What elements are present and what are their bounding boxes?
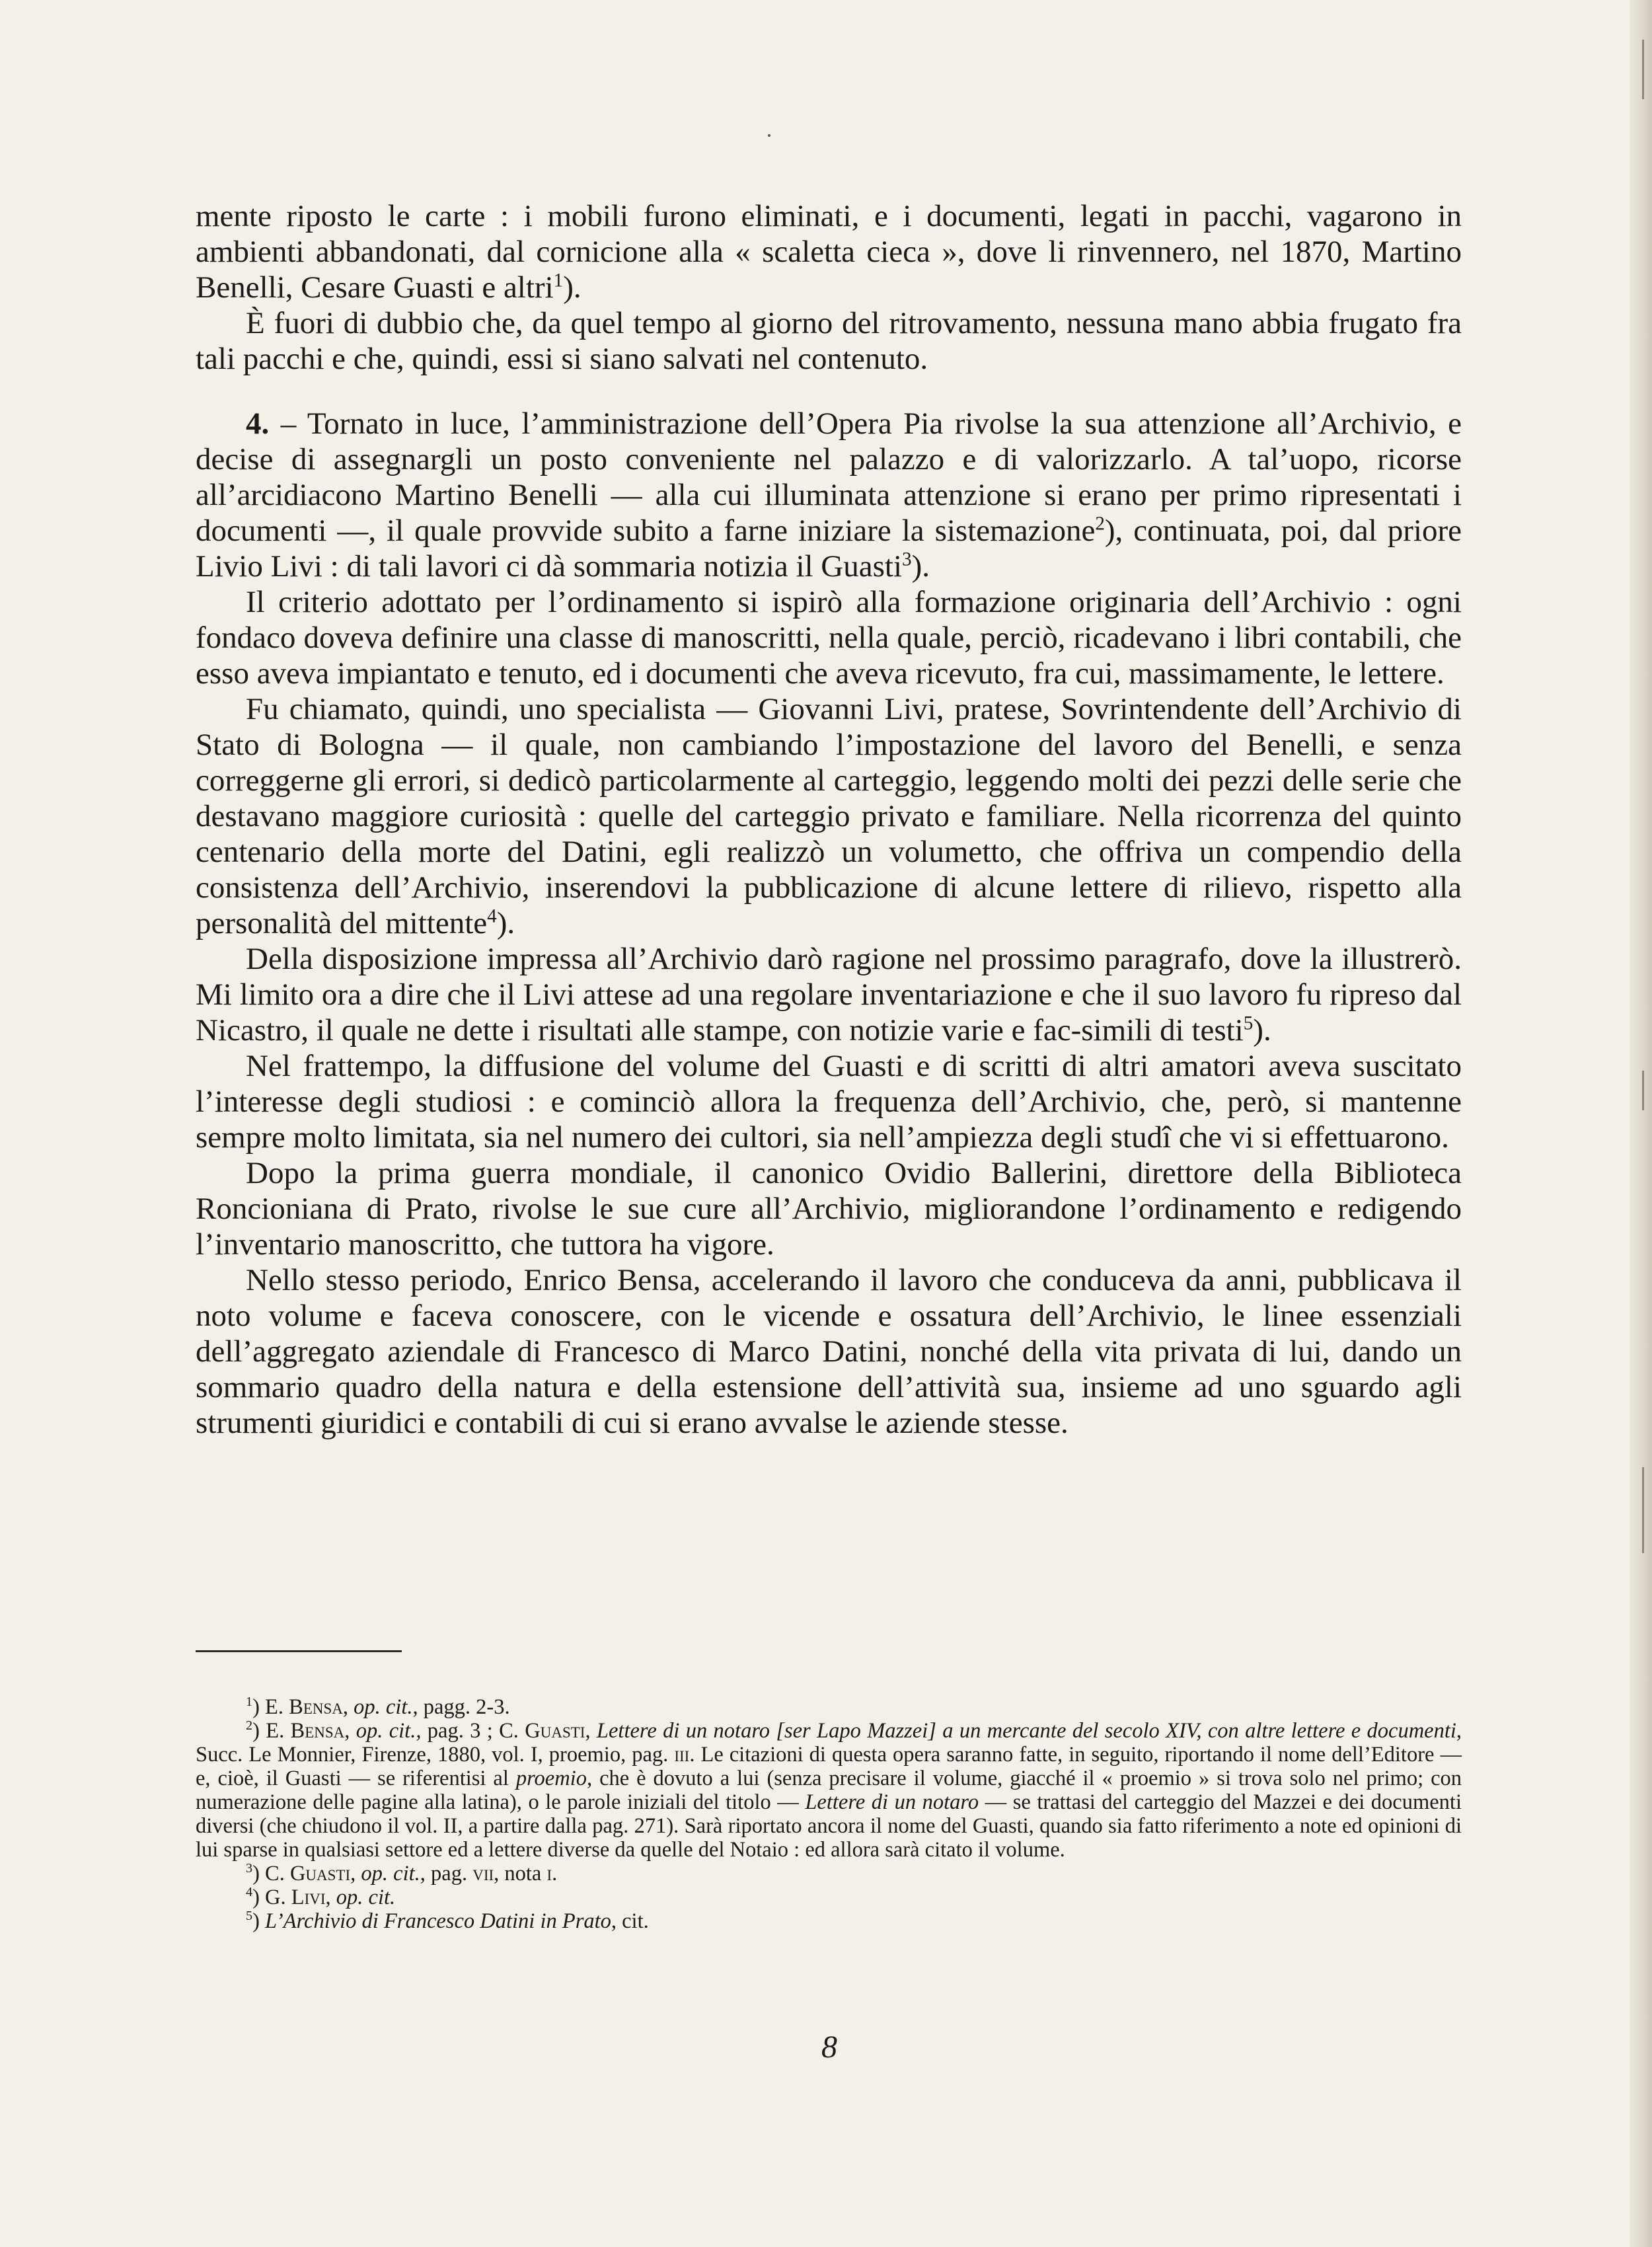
author-name: Guasti bbox=[289, 1862, 351, 1885]
page-edge bbox=[1630, 0, 1652, 2247]
citation: op. cit. bbox=[356, 1719, 416, 1743]
author-name: Bensa bbox=[289, 1695, 343, 1719]
text: mente riposto le carte : i mobili furono eliminati, e i documenti, legati in pacchi, vagarono in ambienti abbandonati, dal cornicione alla « scaletta cieca », dove li rinvennero, nel 1870, Martino Benelli, Cesare Guasti e altri bbox=[196, 199, 1462, 305]
italic-term: Lettere di un notaro bbox=[805, 1790, 979, 1814]
footnote-ref: 3 bbox=[902, 549, 912, 570]
author-name: Guasti bbox=[525, 1719, 585, 1743]
paragraph bbox=[196, 198, 1462, 305]
text: , pagg. 2-3. bbox=[412, 1695, 510, 1719]
text: . Le citazioni di questa opera saranno fatte, in seguito, riportando il nome dell’Editore — e, cioè, il Guasti — se riferentisi al bbox=[196, 1743, 1462, 1790]
text: ) G. bbox=[252, 1885, 291, 1909]
text: ) bbox=[252, 1909, 266, 1933]
footnote-rule bbox=[196, 1650, 402, 1652]
paragraph: Nello stesso periodo, Enrico Bensa, accelerando il lavoro che conduceva da anni, pubblicava il noto volume e faceva conoscere, con le vicende e ossatura dell’Archivio, le linee essenziali dell’aggregato aziendale di Francesco di Marco Datini, nonché della vita privata di lui, dando un sommario quadro della natura e della estensione dell’attività sua, insieme ad uno sguardo agli strumenti giuridici e contabili di cui si erano avvalse le aziende stesse. bbox=[196, 1263, 1462, 1440]
page-number: 8 bbox=[821, 2030, 837, 2065]
text: , Succ. Le Monnier, Firenze, 1880, vol. I, proemio, pag. bbox=[196, 1719, 1462, 1767]
paragraph bbox=[196, 691, 1462, 941]
text: . bbox=[552, 1862, 558, 1885]
footnote bbox=[196, 1885, 1462, 1909]
edge-mark bbox=[1642, 1071, 1644, 1110]
text: – Tornato in luce, l’amministrazione dell’Opera Pia rivolse la sua attenzione all’Archivio, e decise di assegnargli un posto conveniente nel palazzo e di valorizzarlo. A tal’uopo, ricorse all’arcidiacono Martino Benelli — alla cui illuminata attenzione si erano per primo ripresentati i documenti —, il quale provvide subito a farne iniziare la sistemazione bbox=[196, 406, 1462, 548]
footnote-number: 3 bbox=[246, 1861, 253, 1876]
text: ). bbox=[911, 549, 930, 584]
footnote bbox=[196, 1862, 1462, 1885]
ink-dot bbox=[768, 134, 770, 137]
paragraph: Nel frattempo, la diffusione del volume del Guasti e di scritti di altri amatori aveva suscitato l’interesse degli studiosi : e cominciò allora la frequenza dell’Archivio, che, però, si mantenne sempre molto limitata, sia nel numero dei cultori, sia nell’ampiezza degli studî che vi si effettuarono. bbox=[196, 1049, 1462, 1155]
footnote-ref: 2 bbox=[1095, 513, 1105, 535]
section-number: 4. bbox=[246, 406, 270, 441]
text: , pag. 3 ; C. bbox=[416, 1719, 525, 1743]
footnote bbox=[196, 1719, 1462, 1862]
text: Della disposizione impressa all’Archivio darò ragione nel prossimo paragrafo, dove la illustrerò. Mi limito ora a dire che il Livi attese ad una regolare inventariazione e che il suo lavoro fu ripreso dal Nicastro, il quale ne dette i risultati alle stampe, con notizie varie e fac-simili di testi bbox=[196, 942, 1462, 1047]
text: ). bbox=[563, 270, 582, 305]
text: ) E. bbox=[252, 1719, 291, 1743]
citation: op. cit. bbox=[361, 1862, 420, 1885]
roman-numeral: vii bbox=[472, 1862, 494, 1885]
paragraph: È fuori di dubbio che, da quel tempo al giorno del ritrovamento, nessuna mano abbia frugato fra tali pacchi e che, quindi, essi si siano salvati nel contenuto. bbox=[196, 306, 1462, 376]
author-name: Bensa bbox=[290, 1719, 345, 1743]
text: ). bbox=[496, 906, 515, 940]
text: , pag. bbox=[420, 1862, 473, 1885]
book-title: Lettere di un notaro [ser Lapo Mazzei] a un mercante del secolo XIV, con altre lettere e documenti bbox=[596, 1719, 1456, 1743]
text: , che è dovuto a lui (senza precisare il volume, giacché il « proemio » si trova solo nel primo; con numerazione delle pagine alla latina), o le parole iniziali del titolo — bbox=[196, 1767, 1462, 1814]
footnote-number: 5 bbox=[246, 1909, 253, 1924]
footnote-number: 2 bbox=[246, 1718, 253, 1733]
text: , bbox=[350, 1862, 361, 1885]
section-paragraph bbox=[196, 406, 1462, 584]
edge-mark bbox=[1642, 40, 1644, 99]
text: , bbox=[585, 1719, 597, 1743]
text: ) C. bbox=[252, 1862, 290, 1885]
footnote-number: 4 bbox=[246, 1885, 253, 1900]
text: ) E. bbox=[252, 1695, 289, 1719]
footnote bbox=[196, 1909, 1462, 1933]
footnote bbox=[196, 1695, 1462, 1719]
text: , bbox=[344, 1719, 356, 1743]
edge-mark bbox=[1642, 1467, 1644, 1553]
paragraph: Il criterio adottato per l’ordinamento si ispirò alla formazione originaria dell’Archivio : ogni fondaco doveva definire una classe di manoscritti, nella quale, perciò, ricadevano i libri contabili, che esso aveva impiantato e tenuto, ed i documenti che aveva ricevuto, fra cui, massimamente, le lettere. bbox=[196, 585, 1462, 691]
text: ), continuata, poi, dal priore Livio Livi : di tali lavori ci dà sommaria notizia il Guasti bbox=[196, 514, 1462, 584]
text: — se trattasi del carteggio del Mazzei e dei documenti diversi (che chiudono il vol. II, a partire dalla pag. 271). Sarà riportato ancora il nome del Guasti, quando sia fatto riferimento a note ed opinioni di lui sparse in qualsiasi settore ed a lettere diverse da quelle del Notaio : ed allora sarà citato il volume. bbox=[196, 1790, 1462, 1862]
text: , bbox=[342, 1695, 354, 1719]
text: ). bbox=[1253, 1013, 1271, 1047]
footnote-ref: 5 bbox=[1243, 1012, 1254, 1034]
paragraph: Dopo la prima guerra mondiale, il canonico Ovidio Ballerini, direttore della Biblioteca Roncioniana di Prato, rivolse le sue cure all’Archivio, migliorandone l’ordinamento e redigendo l’inventario manoscritto, che tuttora ha vigore. bbox=[196, 1156, 1462, 1262]
footnote-number: 1 bbox=[246, 1695, 253, 1710]
paragraph bbox=[196, 941, 1462, 1048]
citation: op. cit. bbox=[354, 1695, 413, 1719]
text: , cit. bbox=[611, 1909, 649, 1933]
text: , nota bbox=[494, 1862, 547, 1885]
roman-numeral: i bbox=[546, 1862, 552, 1885]
main-text bbox=[196, 198, 1462, 1441]
footnotes bbox=[196, 1695, 1462, 1933]
italic-term: proemio bbox=[515, 1767, 587, 1790]
footnote-ref: 4 bbox=[487, 905, 497, 927]
text: , bbox=[325, 1885, 336, 1909]
author-name: Livi bbox=[291, 1885, 326, 1909]
footnote-ref: 1 bbox=[553, 270, 564, 291]
citation: op. cit. bbox=[336, 1885, 396, 1909]
roman-numeral: iii bbox=[674, 1743, 690, 1767]
book-title: L’Archivio di Francesco Datini in Prato bbox=[265, 1909, 611, 1933]
text: Fu chiamato, quindi, uno specialista — Giovanni Livi, pratese, Sovrintendente dell’Archivio di Stato di Bologna — il quale, non cambiando l’impostazione del lavoro del Benelli, e senza correggerne gli errori, si dedicò particolarmente al carteggio, leggendo molti dei pezzi delle serie che destavano maggiore curiosità : quelle del carteggio privato e familiare. Nella ricorrenza del quinto centenario della morte del Datini, egli realizzò un volumetto, che offriva un compendio della consistenza dell’Archivio, inserendovi la pubblicazione di alcune lettere di rilievo, rispetto alla personalità del mittente bbox=[196, 692, 1462, 940]
